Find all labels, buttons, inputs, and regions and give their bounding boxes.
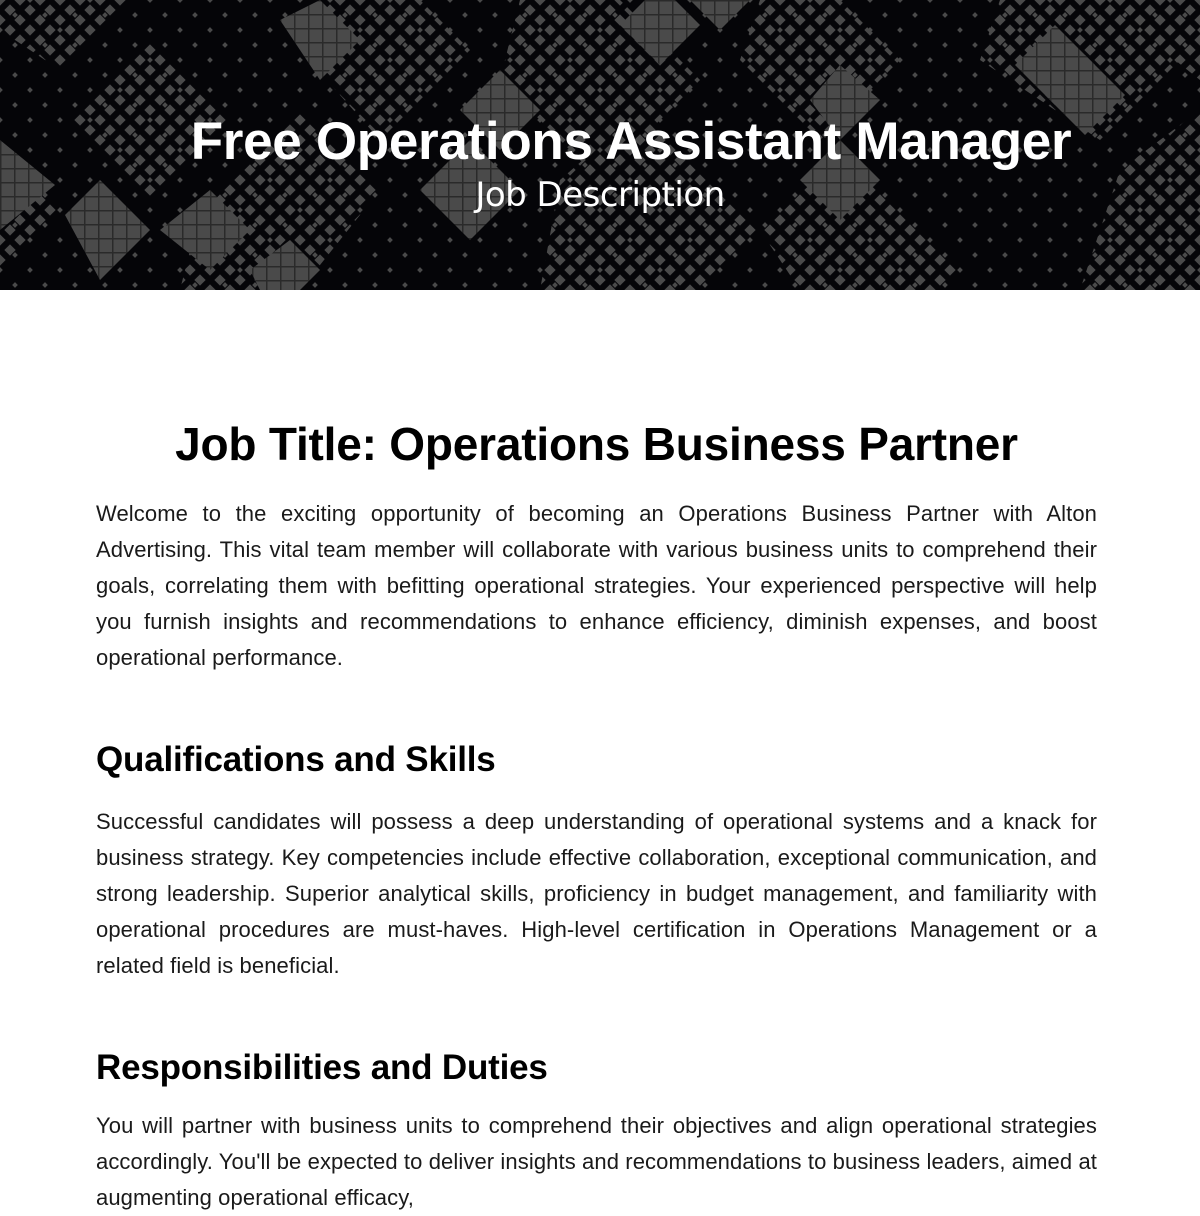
header-banner <box>0 0 1200 290</box>
intro-paragraph: Welcome to the exciting opportunity of becoming an Operations Business Partner with Alton Advertising. This vital team member will collaborate with various business units to comprehend their goals, correlating them with befitting operational strategies. Your experienced perspective will help you furnish insights and recommendations to enhance efficiency, diminish expenses, and boost operational performance. <box>96 501 1097 670</box>
qualifications-paragraph: Successful candidates will possess a deep understanding of operational systems and a knack for business strategy. Key competencies include effective collaboration, exceptional communication, and strong leadership. Superior analytical skills, proficiency in budget management, and familiarity with operational procedures are must-haves. High-level certification in Operations Management or a related field is beneficial. <box>96 809 1097 978</box>
responsibilities-heading: Responsibilities and Duties <box>96 1048 548 1087</box>
document-body <box>96 412 1097 1216</box>
banner-title: Free Operations Assistant Manager <box>190 112 1072 171</box>
job-title-heading: Job Title: Operations Business Partner <box>175 418 1018 470</box>
responsibilities-paragraph: You will partner with business units to comprehend their objectives and align operational strategies accordingly. You'll be expected to deliver insights and recommendations to business leaders, aimed at augmenting operational efficacy, <box>96 1113 1097 1210</box>
qualifications-heading: Qualifications and Skills <box>96 740 496 779</box>
banner-subtitle: Job Description <box>475 175 725 215</box>
